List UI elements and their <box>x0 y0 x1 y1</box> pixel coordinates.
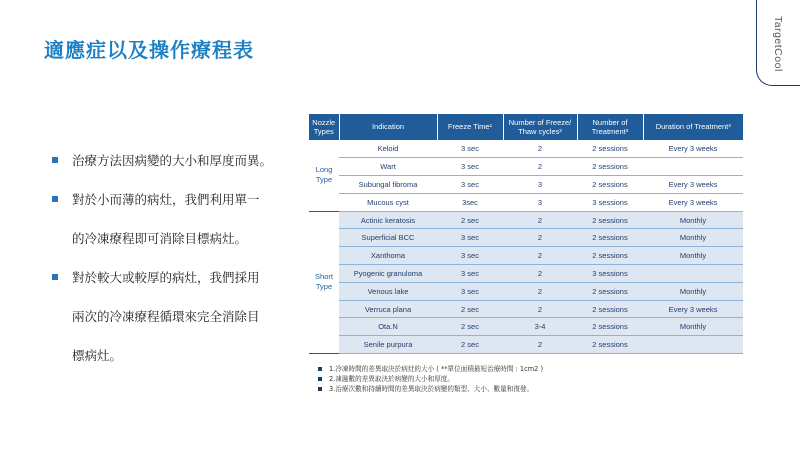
treatment-cell: 2 sessions <box>577 300 643 318</box>
footnote-marker-icon <box>318 387 322 391</box>
duration-cell: Monthly <box>643 211 743 229</box>
treatment-cell: 2 sessions <box>577 140 643 158</box>
freeze-cell: 3 sec <box>437 247 503 265</box>
header-number-of-treatment: Number of Treatment³ <box>577 114 643 140</box>
duration-cell <box>643 265 743 283</box>
indication-cell: Superficial BCC <box>339 229 437 247</box>
treatment-cell: 2 sessions <box>577 247 643 265</box>
indication-cell: Mucous cyst <box>339 193 437 211</box>
table-row <box>309 176 743 194</box>
duration-cell: Monthly <box>643 247 743 265</box>
freeze-cell: 2 sec <box>437 300 503 318</box>
table-header-row <box>309 114 743 140</box>
bullet-text: 兩次的冷凍療程循環來完全消除目 <box>72 309 260 324</box>
freeze-cell: 2 sec <box>437 211 503 229</box>
duration-cell: Every 3 weeks <box>643 193 743 211</box>
treatment-cell: 2 sessions <box>577 229 643 247</box>
table-row <box>309 318 743 336</box>
header-freeze-thaw-cycles: Number of Freeze/ Thaw cycles² <box>503 114 577 140</box>
indication-cell: Wart <box>339 158 437 176</box>
freeze-cell: 3 sec <box>437 229 503 247</box>
treatment-cell: 2 sessions <box>577 318 643 336</box>
freeze-cell: 3 sec <box>437 176 503 194</box>
bullet-line <box>52 187 290 226</box>
freeze-cell: 3 sec <box>437 158 503 176</box>
cycles-cell: 3-4 <box>503 318 577 336</box>
header-nozzle-types: Nozzle Types <box>309 114 339 140</box>
indication-cell: Senile purpura <box>339 336 437 354</box>
bullet-line <box>52 265 290 304</box>
footnotes <box>318 364 543 394</box>
cycles-cell: 2 <box>503 247 577 265</box>
table-row <box>309 158 743 176</box>
bullet-line <box>52 226 290 265</box>
treatment-cell: 2 sessions <box>577 176 643 194</box>
bullet-list <box>52 148 290 382</box>
duration-cell: Every 3 weeks <box>643 176 743 194</box>
duration-cell: Monthly <box>643 229 743 247</box>
nozzle-type-word: Type <box>315 282 333 292</box>
freeze-cell: 3 sec <box>437 140 503 158</box>
cycles-cell: 2 <box>503 229 577 247</box>
cycles-cell: 2 <box>503 282 577 300</box>
table-body <box>309 140 743 354</box>
table-row <box>309 265 743 283</box>
brand-label: TargetCool <box>772 16 784 72</box>
header-freeze-time: Freeze Time¹ <box>437 114 503 140</box>
cycles-cell: 3 <box>503 193 577 211</box>
bullet-line <box>52 343 290 382</box>
duration-cell: Monthly <box>643 318 743 336</box>
footnote-line <box>318 384 543 394</box>
bullet-text: 對於小而薄的病灶，我們利用單一 <box>72 192 260 207</box>
table-row <box>309 282 743 300</box>
table-row <box>309 211 743 229</box>
bullet-text: 對於較大或較厚的病灶，我們採用 <box>72 270 260 285</box>
indication-cell: Venous lake <box>339 282 437 300</box>
table-row <box>309 336 743 354</box>
duration-cell: Monthly <box>643 282 743 300</box>
indication-cell: Subungal fibroma <box>339 176 437 194</box>
cycles-cell: 2 <box>503 300 577 318</box>
freeze-cell: 3 sec <box>437 265 503 283</box>
freeze-cell: 2 sec <box>437 336 503 354</box>
nozzle-type-word: Short <box>315 272 333 282</box>
duration-cell: Every 3 weeks <box>643 140 743 158</box>
nozzle-type-cell <box>309 211 339 353</box>
header-duration-of-treatment: Duration of Treatment³ <box>643 114 743 140</box>
bullet-marker-icon <box>52 196 58 202</box>
table-row <box>309 247 743 265</box>
footnote-line <box>318 364 543 374</box>
bullet-line <box>52 304 290 343</box>
footnote-text: 2.凍融數的差異取決於病變的大小和厚度。 <box>329 375 454 383</box>
footnote-text: 1.冷凍時間的差異取決於病灶的大小 ( **單位面積最短治療時間 : 1cm2 ) <box>329 365 544 373</box>
indication-table <box>309 114 743 354</box>
footnote-line <box>318 374 543 384</box>
footnote-marker-icon <box>318 367 322 371</box>
treatment-cell: 2 sessions <box>577 336 643 354</box>
freeze-cell: 3 sec <box>437 282 503 300</box>
cycles-cell: 2 <box>503 140 577 158</box>
treatment-cell: 2 sessions <box>577 158 643 176</box>
treatment-cell: 2 sessions <box>577 282 643 300</box>
nozzle-type-cell <box>309 140 339 211</box>
slide-title: 適應症以及操作療程表 <box>44 38 254 62</box>
table-row <box>309 229 743 247</box>
footnote-text: 3.治療次數和持續時間的差異取決於病變的類型、大小、數量和復發。 <box>329 385 534 393</box>
indication-cell: Pyogenic granuloma <box>339 265 437 283</box>
cycles-cell: 2 <box>503 265 577 283</box>
header-indication: Indication <box>339 114 437 140</box>
cycles-cell: 2 <box>503 211 577 229</box>
bullet-marker-icon <box>52 274 58 280</box>
table-row <box>309 300 743 318</box>
indication-cell: Keloid <box>339 140 437 158</box>
cycles-cell: 3 <box>503 176 577 194</box>
table-row <box>309 193 743 211</box>
bullet-text: 標病灶。 <box>72 348 123 363</box>
bullet-text: 的冷凍療程即可消除目標病灶。 <box>72 231 248 246</box>
nozzle-type-word: Type <box>315 175 333 185</box>
nozzle-type-word: Long <box>315 165 333 175</box>
duration-cell <box>643 336 743 354</box>
treatment-cell: 3 sessions <box>577 193 643 211</box>
treatment-cell: 3 sessions <box>577 265 643 283</box>
duration-cell <box>643 158 743 176</box>
bullet-text: 治療方法因病變的大小和厚度而異。 <box>72 153 273 168</box>
freeze-cell: 3sec <box>437 193 503 211</box>
indication-cell: Ota.N <box>339 318 437 336</box>
table-row <box>309 140 743 158</box>
cycles-cell: 2 <box>503 158 577 176</box>
indication-cell: Actinic keratosis <box>339 211 437 229</box>
indication-cell: Verruca plana <box>339 300 437 318</box>
bullet-line <box>52 148 290 187</box>
cycles-cell: 2 <box>503 336 577 354</box>
footnote-marker-icon <box>318 377 322 381</box>
treatment-cell: 2 sessions <box>577 211 643 229</box>
freeze-cell: 2 sec <box>437 318 503 336</box>
duration-cell: Every 3 weeks <box>643 300 743 318</box>
indication-cell: Xanthoma <box>339 247 437 265</box>
bullet-marker-icon <box>52 157 58 163</box>
